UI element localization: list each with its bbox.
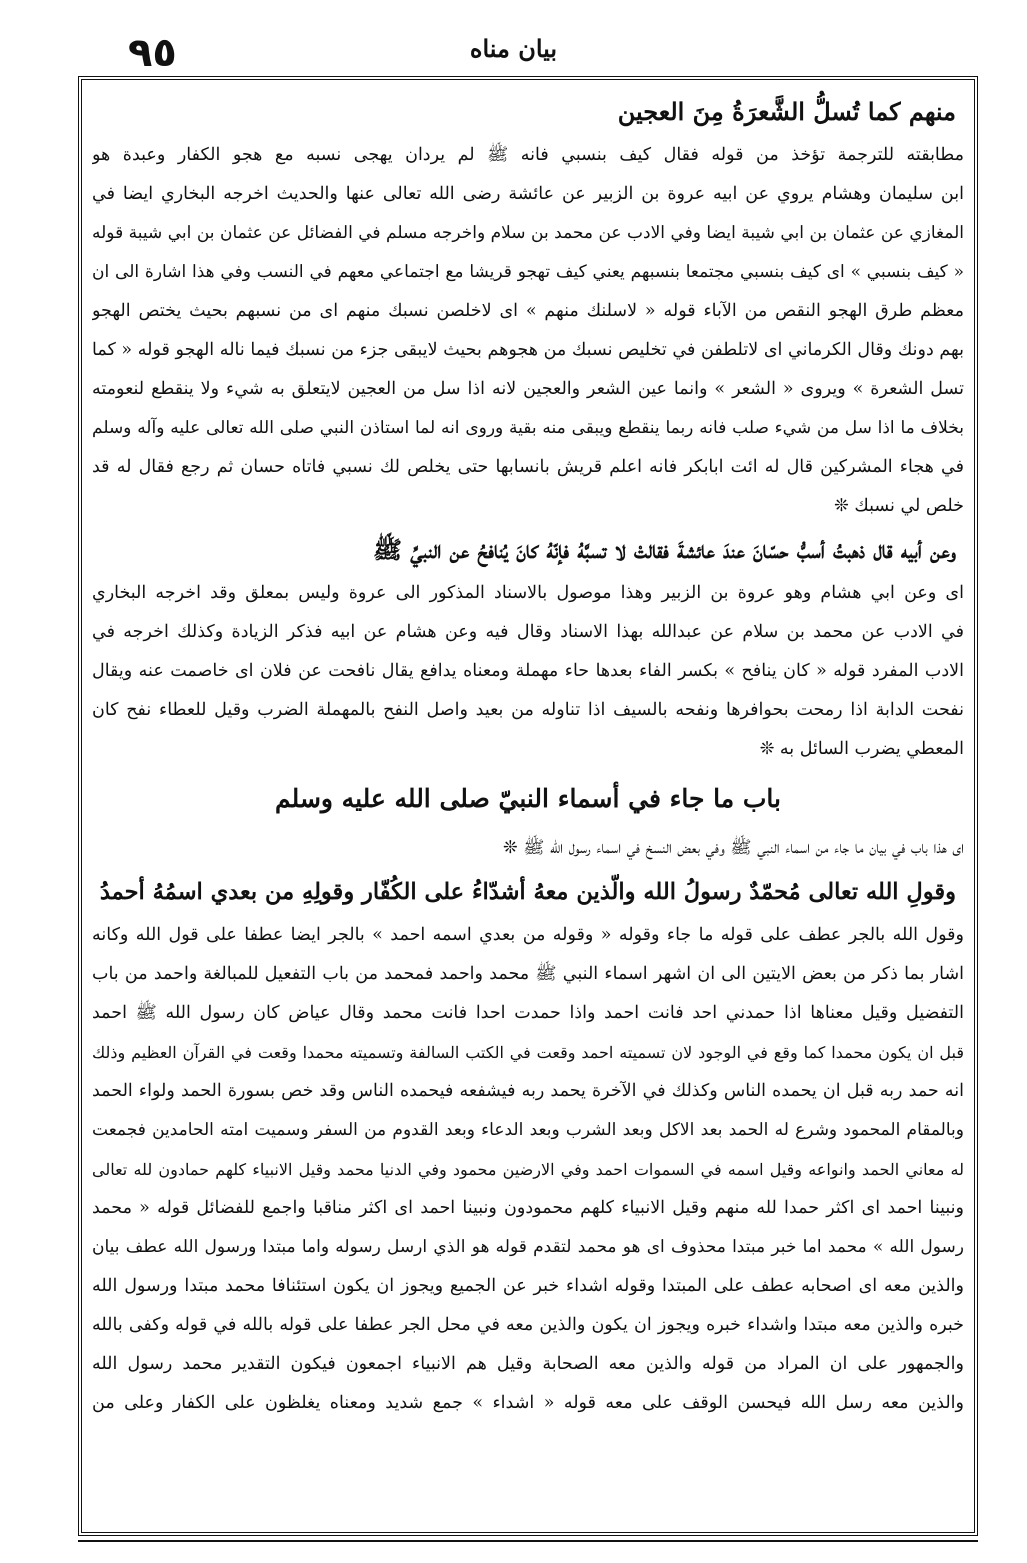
running-title: بيان مناه [469,34,558,63]
text-line: المغازي عن عثمان بن ابي شيبة ايضا وفي الادب عن محمد بن سلام واخرجه مسلم في الفضائل عن عثمان بن ابي شيبة قوله [92,223,964,243]
hadith-heading: وعن أبيه قال ذهبتُ أسبُّ حسّانَ عندَ عائشةَ فقالتْ لا تسبَّهُ فإنّهُ كانَ يُنافحُ عن النبيِّ ﷺ [372,535,956,564]
text-line: والذين معه اى اصحابه عطف على المبتدا وقوله اشداء خبر عن الجميع ويجوز ان يكون استئنافا محمد مبتدا ورسول الله [92,1276,964,1296]
page-header [0,0,1027,80]
text-line: له معاني الحمد وانواعه وقيل اسمه في السموات احمد وفي الارضين محمود وفي الدنيا محمد وقيل الانبياء كلهم حمادون لله تعالى [92,1160,964,1179]
text-line: معظم طرق الهجو النقص من الآباء قوله « لاسلنك منهم » اى لاخلصن نسبك منهم اى من نسبهم بحيث يختص الهجو [92,301,964,321]
frame-bottom-rule [78,1540,978,1542]
text-line: التفضيل وقيل معناها اذا حمدني احد فانت احمد واذا حمدت احدا فانت محمد وقال عياض كان رسول الله ﷺ احمد [92,1003,964,1023]
text-line: والجمهور على ان المراد من قوله والذين معه الصحابة وقيل هم الانبياء اجمعون فيكون التقدير محمد رسول الله [92,1354,964,1374]
text-line: المعطي يضرب السائل به ❊ [759,739,964,759]
text-line: تسل الشعرة » ويروى « الشعر » وانما عين الشعر والعجين لانه اذا سل من العجين لايتعلق به شيء ولا ينقطع لنعومته [92,379,964,399]
text-line: رسول الله » محمد اما خبر مبتدا محذوف اى هو محمد لتقدم قوله هو الذي ارسل رسوله واما مبتدا ورسول الله عطف بيان [92,1237,964,1257]
text-line: ونبينا احمد اى اكثر حمدا لله منهم وقيل الانبياء كلهم محمودون ونبينا احمد اى اكثر مناقبا واجمع للفضائل قوله « محمد [92,1198,964,1218]
text-line: اشار بما ذكر من بعض الايتين الى ان اشهر اسماء النبي ﷺ محمد واحمد فمحمد من باب التفعيل للمبالغة واحمد من باب [92,964,964,984]
chapter-intro: اى هذا باب في بيان ما جاء من اسماء النبي ﷺ وفي بعض النسخ في اسماء رسول الله ﷺ ❊ [503,838,964,858]
text-line: في هجاء المشركين قال له ائت ابابكر فانه اعلم قريش بانسابها حتى يخلص لك نسبي فاتاه حسان ثم رجع فقال له قد [92,457,964,477]
text-line: اى وعن ابي هشام وهو عروة بن الزبير وهذا موصول بالاسناد المذكور الى عروة وليس بمعلق وقد اخرجه البخاري [92,583,964,603]
text-line: قبل ان يكون محمدا كما وقع في الوجود لان تسميته احمد وقعت في الكتب السالفة وتسميته محمدا وقعت في القرآن العظيم وذلك [92,1043,964,1062]
page-number: ٩٥ [128,30,177,76]
hadith-heading: منهم كما تُسلُّ الشَّعرَةُ مِنَ العجين [617,97,956,126]
text-line: « كيف بنسبي » اى كيف بنسبي مجتمعا بنسبهم يعني كيف تهجو قريشا مع اجتماعي معهم في النسب وفي هذا اشارة الى ان [92,262,964,282]
text-line: مطابقته للترجمة تؤخذ من قوله فقال كيف بنسبي فانه ﷺ لم يردان يهجى نسبه مع هجو الكفار وعبدة هو [92,145,964,165]
verse-heading: وقولِ الله تعالى مُحمّدٌ رسولُ الله والّذين معهُ أشدّاءُ على الكُفّار وقولِهِ من بعدي اسمُهُ أحمدُ [99,879,956,905]
text-line: خلص لي نسبك ❊ [834,496,964,516]
text-line: ابن سليمان وهشام يروي عن ابيه عروة بن الزبير عن عائشة رضى الله تعالى عنها والحديث اخرجه البخاري ايضا في [92,184,964,204]
text-line: وبالمقام المحمود وشرع له الحمد بعد الاكل وبعد الشرب وبعد الدعاء وبعد القدوم من السفر وسميت امته الحامدين فجمعت [92,1120,964,1140]
text-line: في الادب عن محمد بن سلام عن عبدالله بهذا الاسناد وقال فيه وعن هشام عن ابيه فذكر الزيادة وكذلك اخرجه في [92,622,964,642]
text-line: نفحت الدابة اذا رمحت بحوافرها ونفحه بالسيف اذا تناوله من بعيد واصل النفح بالمهملة الضرب وقيل للعطاء نفح كان [92,700,964,720]
text-line: خبره والذين معه مبتدا واشداء خبره ويجوز ان يكون والذين معه في محل الجر عطفا على قوله بالله في قوله وكفى بالله [92,1315,964,1335]
text-line: الادب المفرد قوله « كان ينافح » بكسر الفاء بعدها حاء مهملة ومعناه يدافع يقال نافحت عن فلان اى خاصمت عنه ويقال [92,661,964,681]
text-line: بخلاف ما اذا سل من شيء صلب فانه ربما ينقطع ويبقى منه بقية وروى انه لما استاذن النبي صلى الله تعالى عليه وآله وسلم [92,418,964,438]
text-line: انه حمد ربه قبل ان يحمده الناس وكذلك في الآخرة يحمد ربه فيشفعه فيحمده الناس وقد خص بسورة الحمد ولواء الحمد [92,1081,964,1101]
text-line: وقول الله بالجر عطف على قوله ما جاء وقوله « وقوله من بعدي اسمه احمد » بالجر ايضا عطفا على قول الله وكانه [92,925,964,945]
text-line: بهم دونك وقال الكرماني اى لاتلطفن في تخليص نسبك من هجوهم بحيث لايبقى جزء من نسبك فيما ناله الهجو قوله « كما [92,340,964,360]
chapter-title: باب ما جاء في أسماء النبيّ صلى الله عليه وسلم [275,784,781,813]
page-body [92,88,964,1528]
text-line: والذين معه رسل الله فيحسن الوقف على معه قوله « اشداء » جمع شديد ومعناه يغلظون على الكفار وعلى من [92,1393,964,1413]
